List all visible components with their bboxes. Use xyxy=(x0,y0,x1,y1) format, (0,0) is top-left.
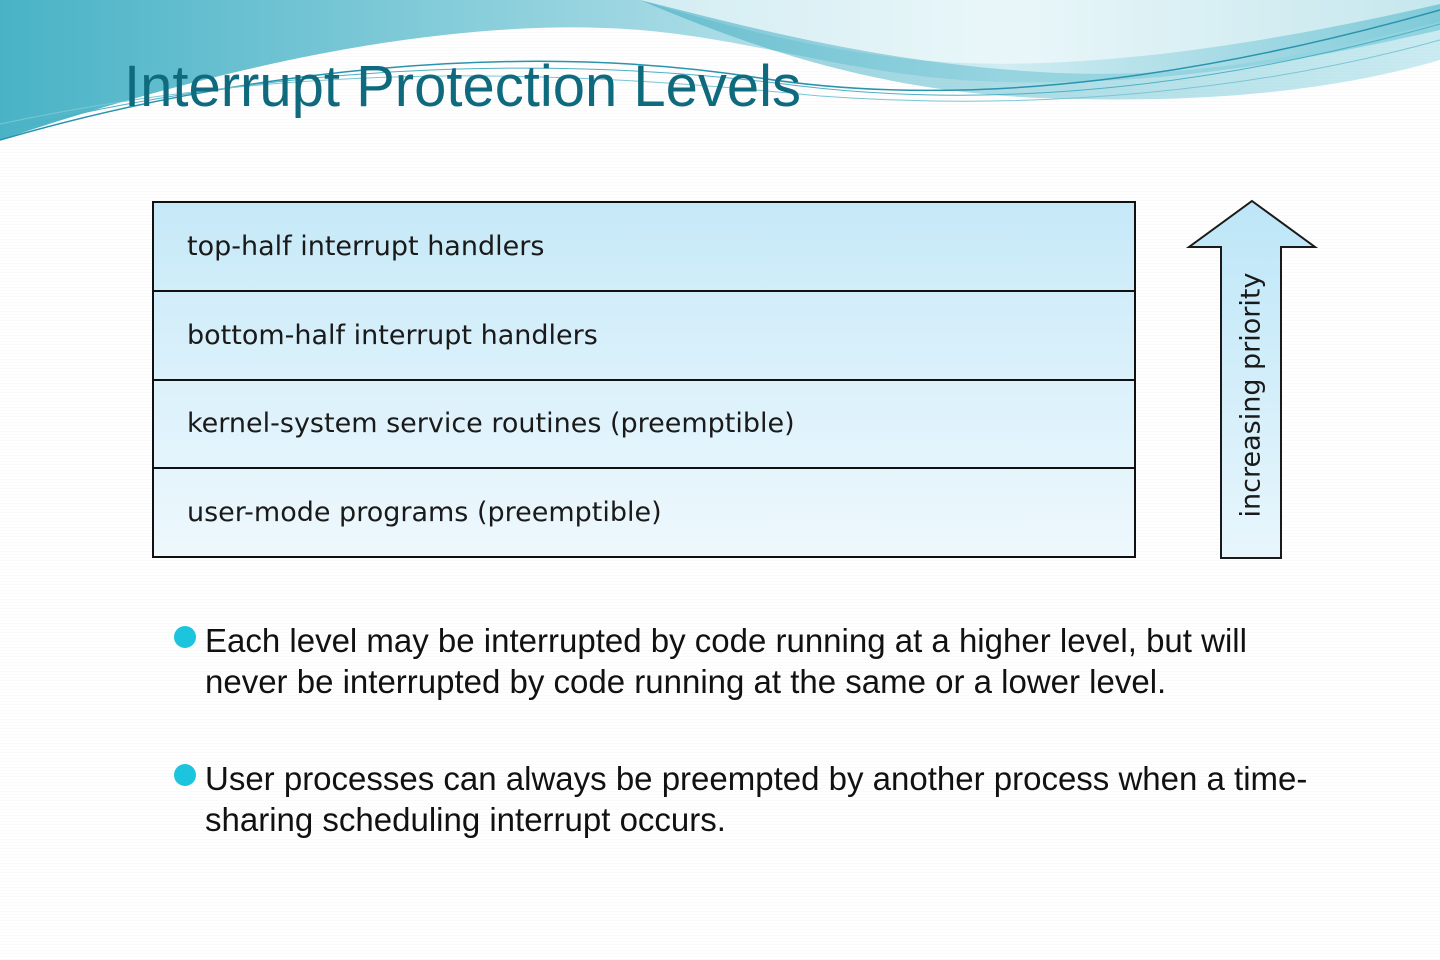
protection-level-stack xyxy=(152,201,1136,558)
level-kernel-service-routines: kernel-system service routines (preemptible) xyxy=(154,379,1134,468)
priority-arrow-icon xyxy=(1140,196,1320,562)
bullet-list xyxy=(174,620,1334,896)
slide-title: Interrupt Protection Levels xyxy=(124,54,802,119)
priority-arrow-label: increasing priority xyxy=(1235,272,1267,518)
bullet-dot-icon xyxy=(174,764,196,786)
bullet-text: User processes can always be preempted by another process when a time-sharing scheduling interrupt occurs. xyxy=(205,760,1308,838)
bullet-item xyxy=(174,620,1334,702)
bullet-text: Each level may be interrupted by code running at a higher level, but will never be interrupted by code running at the same or a lower level. xyxy=(205,622,1247,700)
bullet-item xyxy=(174,758,1334,840)
level-bottom-half-handlers: bottom-half interrupt handlers xyxy=(154,290,1134,379)
level-top-half-handlers: top-half interrupt handlers xyxy=(187,230,545,262)
level-user-mode-programs: user-mode programs (preemptible) xyxy=(154,467,1134,556)
bullet-dot-icon xyxy=(174,626,196,648)
